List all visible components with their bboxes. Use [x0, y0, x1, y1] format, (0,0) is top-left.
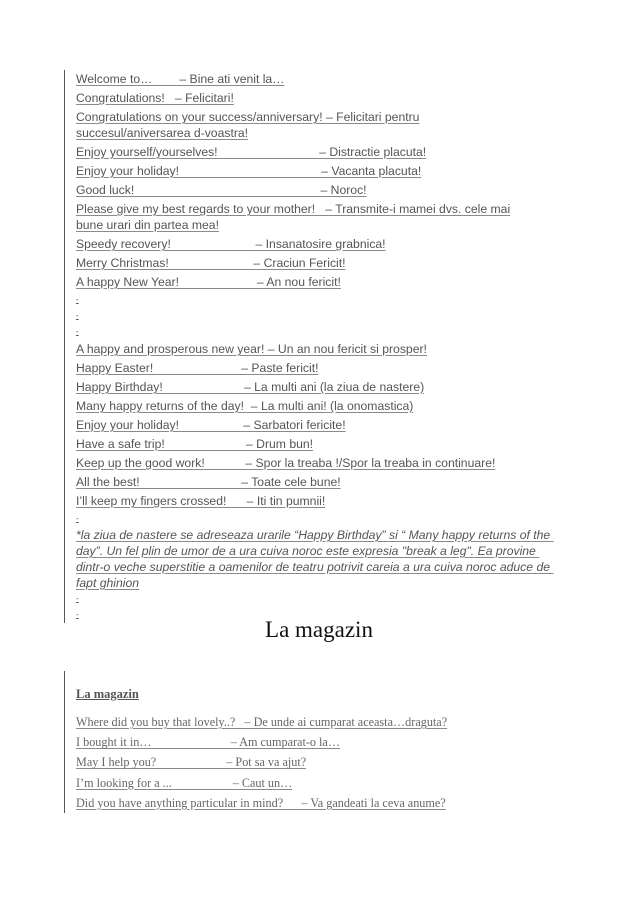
phrase-row: Enjoy your holiday! – Sarbatori fericite! [76, 418, 346, 432]
phrase-row: Have a safe trip! – Drum bun! [76, 437, 314, 451]
shop-phrase-row: I bought it in… – Am cumparat-o la… [76, 735, 341, 750]
phrase-row: Welcome to… – Bine ati venit la… [76, 72, 285, 86]
greetings-phrase-list [64, 70, 555, 623]
phrase-row: All the best! – Toate cele bune! [76, 475, 341, 489]
shop-phrase-list [64, 671, 555, 813]
phrase-row: Good luck! – Noroc! [76, 183, 367, 197]
phrase-row: Merry Christmas! – Craciun Fericit! [76, 256, 346, 270]
empty-line-marker: - [76, 311, 79, 320]
section-title: La magazin [265, 617, 373, 642]
empty-line-marker: - [76, 610, 79, 619]
phrase-row: Happy Birthday! – La multi ani (la ziua de nastere) [76, 380, 425, 394]
shop-phrase-row: I’m looking for a ... – Caut un… [76, 775, 293, 790]
phrase-row: A happy and prosperous new year! – Un an nou fericit si prosper! [76, 342, 427, 356]
birthday-footnote: *la ziua de nastere se adreseaza urarile “Happy Birthday” si “ Many happy returns of the day”. Un fel plin de umor de a ura cuiva noroc este expresia "break a leg". Ea provine dintr-o veche superstitie a oamenilor de teatru potrivit careia a ura cuiva noroc aduce de fapt ghinion [76, 528, 554, 590]
phrase-row: Congratulations! – Felicitari! [76, 91, 234, 105]
phrase-row: A happy New Year! – An nou fericit! [76, 275, 341, 289]
empty-line-marker: - [76, 327, 79, 336]
phrase-row: Many happy returns of the day! – La multi ani! (la onomastica) [76, 399, 414, 413]
shop-phrase-row: Did you have anything particular in mind? – Va gandeati la ceva anume? [76, 795, 446, 810]
phrase-row: Enjoy yourself/yourselves! – Distractie placuta! [76, 145, 427, 159]
shop-phrase-row: Where did you buy that lovely..? – De unde ai cumparat aceasta…draguta? [76, 715, 448, 729]
phrase-row: Enjoy your holiday! – Vacanta placuta! [76, 164, 422, 178]
phrase-row: I’ll keep my fingers crossed! – Iti tin pumnii! [76, 494, 326, 508]
phrase-row: Happy Easter! – Paste fericit! [76, 361, 319, 375]
empty-line-marker: - [76, 594, 79, 603]
section-subtitle: La magazin [76, 687, 139, 701]
phrase-row: Speedy recovery! – Insanatosire grabnica! [76, 237, 386, 251]
phrase-row: Congratulations on your success/anniversary! – Felicitari pentru succesul/aniversarea d-voastra! [76, 110, 420, 140]
phrase-row: Please give my best regards to your mother! – Transmite-i mamei dvs. cele mai bune urari din partea mea! [76, 202, 511, 232]
empty-line-marker: - [76, 295, 79, 304]
phrase-row: Keep up the good work! – Spor la treaba !/Spor la treaba in continuare! [76, 456, 496, 470]
empty-line-marker: - [76, 514, 79, 523]
shop-phrase-row: May I help you? – Pot sa va ajut? [76, 755, 307, 770]
